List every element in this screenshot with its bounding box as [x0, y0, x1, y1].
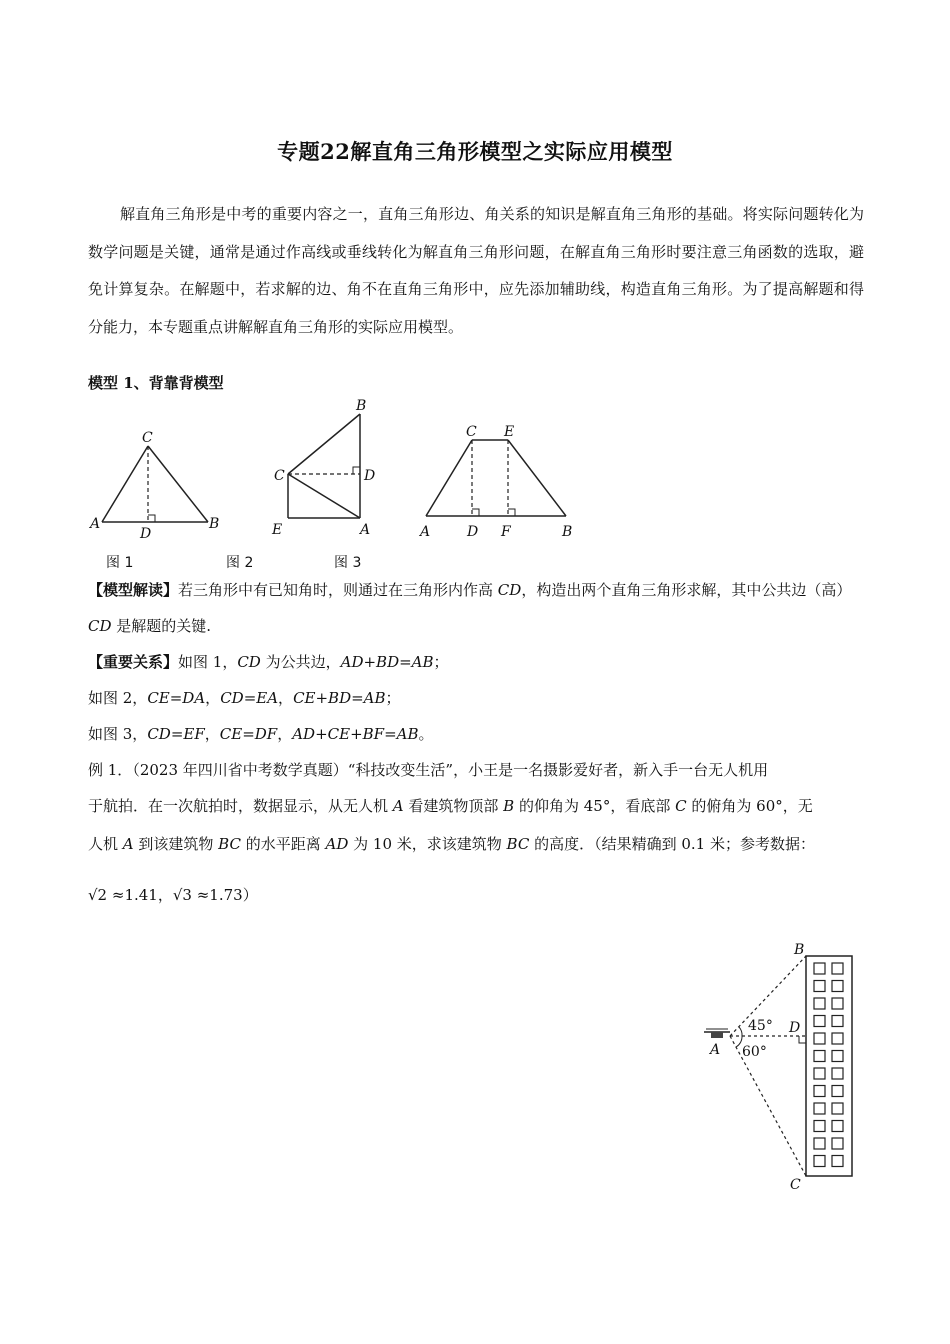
example-c: C — [675, 797, 687, 815]
building-window — [814, 1121, 825, 1132]
fig1-side-cb — [148, 446, 208, 522]
example-angle-45: 45° — [583, 797, 611, 815]
figure-2 — [266, 396, 386, 548]
building-window — [814, 1051, 825, 1062]
relations-fig3-eq1: CD=EF — [147, 725, 205, 743]
fig3-label-a: A — [420, 524, 431, 540]
caption-fig1: 图 1 — [106, 555, 134, 571]
relations-comma: ， — [204, 725, 220, 743]
example-a-2: A — [122, 835, 134, 853]
building-window — [814, 981, 825, 992]
example-text-9: 到该建筑物 — [133, 835, 219, 853]
building-window — [832, 1016, 843, 1027]
reference-sep: ， — [157, 886, 173, 904]
fig3-label-b: B — [562, 524, 573, 540]
building-window — [832, 1103, 843, 1114]
figure-3 — [416, 418, 586, 548]
relations-comma: ， — [277, 725, 293, 743]
building-window — [832, 963, 843, 974]
sqrt3-value: √3 ≈1.73 — [172, 886, 243, 904]
building-window — [814, 998, 825, 1009]
relations-fig1-mid: 为公共边， — [260, 653, 341, 671]
fig3-label-f: F — [501, 524, 511, 540]
fig2-label-d: D — [364, 468, 376, 484]
angle-arc-up — [739, 1027, 742, 1036]
intro-paragraph: 解直角三角形是中考的重要内容之一，直角三角形边、角关系的知识是解直角三角形的基础。将实际问题转化为数学问题是关键，通常是通过作高线或垂线转化为解直角三角形问题，在解直角三角形时要注意三角函数的选取，避免计算复杂。在解题中，若求解的边、角不在直角三角形中，应先添加辅助线，构造直角三角形。为了提高解题和得分能力，本专题重点讲解解直角三角形的实际应用模型。 — [88, 205, 864, 336]
building-window — [832, 1033, 843, 1044]
diagram-label-c: C — [790, 1177, 801, 1193]
diagram-label-a: A — [710, 1042, 721, 1058]
building-window — [832, 1051, 843, 1062]
relations-fig1-prefix: 如图 1， — [178, 653, 238, 671]
drone-icon — [704, 1029, 730, 1038]
building-window — [814, 1068, 825, 1079]
sqrt2-value: √2 ≈1.41 — [88, 886, 158, 904]
relations-comma: ， — [278, 689, 294, 707]
relations-fig1 — [88, 644, 864, 680]
diagram-label-d: D — [789, 1020, 801, 1036]
fig2-right-angle — [353, 467, 360, 474]
building-window — [814, 1156, 825, 1167]
diagram-angle-60: 60° — [742, 1044, 767, 1060]
relations-fig1-eq: AD+BD=AB — [340, 653, 434, 671]
interpretation-text-3: 是解题的关键. — [111, 617, 212, 635]
figure-1 — [88, 428, 228, 547]
fig1-label-c: C — [142, 430, 153, 446]
relations-comma: ， — [205, 689, 221, 707]
relations-fig1-cd: CD — [237, 653, 261, 671]
reference-close: ） — [242, 886, 258, 904]
caption-fig2: 图 2 — [226, 555, 254, 571]
diagram-label-b: B — [794, 942, 805, 958]
example-text-5: ，看底部 — [610, 797, 676, 815]
example-line-2 — [88, 788, 864, 824]
example-text-7: ，无 — [782, 797, 813, 815]
fig3-side-eb — [508, 440, 566, 516]
diagram-right-angle — [799, 1036, 806, 1043]
example-b: B — [503, 797, 515, 815]
fig3-right-angle-d — [472, 509, 479, 516]
example-line-1 — [88, 752, 864, 788]
fig3-label-e: E — [504, 424, 515, 440]
example-text-4: 的仰角为 — [514, 797, 584, 815]
fig2-label-c: C — [274, 468, 285, 484]
fig2-side-ca — [288, 474, 360, 518]
relations-fig2 — [88, 680, 864, 716]
fig2-label-b: B — [356, 398, 367, 414]
building-window — [814, 1016, 825, 1027]
building-window — [814, 1103, 825, 1114]
fig2-side-cb — [288, 414, 360, 474]
relations-fig3 — [88, 716, 864, 752]
fig1-label-a: A — [90, 516, 101, 532]
drone-building-diagram — [696, 936, 866, 1200]
relations-label: 【重要关系】 — [88, 653, 179, 671]
building-window — [814, 1086, 825, 1097]
fig1-label-b: B — [209, 516, 220, 532]
relations-fig3-end: 。 — [418, 725, 434, 743]
example-bc: BC — [218, 835, 241, 853]
reference-data — [88, 884, 258, 905]
building-window — [832, 998, 843, 1009]
fig2-label-a: A — [360, 522, 371, 538]
section-heading: 模型 1、背靠背模型 — [88, 374, 224, 392]
example-text-10: 的水平距离 — [240, 835, 326, 853]
building-window — [814, 1138, 825, 1149]
building-window — [832, 1156, 843, 1167]
building-window — [814, 1033, 825, 1044]
example-text-13: 米；参考数据： — [705, 835, 815, 853]
relations-fig1-end: ； — [433, 653, 449, 671]
example-line-3 — [88, 826, 864, 862]
relations-fig3-prefix: 如图 3， — [88, 725, 148, 743]
building-window — [832, 1086, 843, 1097]
example-angle-60: 60° — [756, 797, 783, 815]
example-text-2: 于航拍．在一次航拍时，数据显示，从无人机 — [88, 797, 393, 815]
relations-fig2-eq2: CD=EA — [220, 689, 279, 707]
building-window — [832, 1068, 843, 1079]
fig3-right-angle-f — [508, 509, 515, 516]
interpretation-label: 【模型解读】 — [88, 581, 179, 599]
example-precision: 0.1 — [681, 835, 706, 853]
interpretation-text-2: ，构造出两个直角三角形求解，其中公共边（高） — [521, 581, 852, 599]
fig1-side-ac — [102, 446, 148, 522]
caption-fig3: 图 3 — [334, 555, 362, 571]
example-text-6: 的俯角为 — [686, 797, 757, 815]
building — [806, 956, 852, 1176]
relations-fig2-end: ； — [385, 689, 401, 707]
relations-fig2-eq3: CE+BD=AB — [293, 689, 386, 707]
example-bc-2: BC — [506, 835, 530, 853]
relations-fig3-eq3: AD+CE+BF=AB — [292, 725, 419, 743]
example-source: （2023 年四川省中考数学真题） — [132, 761, 348, 779]
page-title: 专题22解直角三角形模型之实际应用模型 — [277, 139, 673, 164]
relations-fig2-prefix: 如图 2， — [88, 689, 148, 707]
fig2-label-e: E — [272, 522, 283, 538]
relations-fig2-eq1: CE=DA — [147, 689, 206, 707]
interpretation-text-1: 若三角形中有已知角时，则通过在三角形内作高 — [178, 581, 498, 599]
example-ad: AD — [325, 835, 349, 853]
building-window — [832, 981, 843, 992]
example-text-3: 看建筑物顶部 — [403, 797, 504, 815]
example-a: A — [392, 797, 404, 815]
example-label: 例 1． — [88, 761, 133, 779]
example-text-1: “科技改变生活”，小王是一名摄影爱好者，新入手一台无人机用 — [347, 761, 769, 779]
fig1-right-angle — [148, 515, 155, 522]
fig3-label-d: D — [467, 524, 479, 540]
relations-fig3-eq2: CE=DF — [219, 725, 278, 743]
fig1-label-d: D — [140, 526, 152, 542]
example-text-12: 的高度．（结果精确到 — [529, 835, 682, 853]
fig3-side-ac — [426, 440, 472, 516]
building-window — [832, 1121, 843, 1132]
fig3-label-c: C — [466, 424, 477, 440]
interpretation-line-1 — [88, 572, 864, 644]
interpretation-cd-2: CD — [88, 617, 112, 635]
building-window — [814, 963, 825, 974]
diagram-angle-45: 45° — [748, 1018, 773, 1034]
example-text-8: 人机 — [88, 835, 123, 853]
interpretation-cd: CD — [497, 581, 522, 599]
building-window — [832, 1138, 843, 1149]
example-text-11: 为 10 米，求该建筑物 — [348, 835, 507, 853]
